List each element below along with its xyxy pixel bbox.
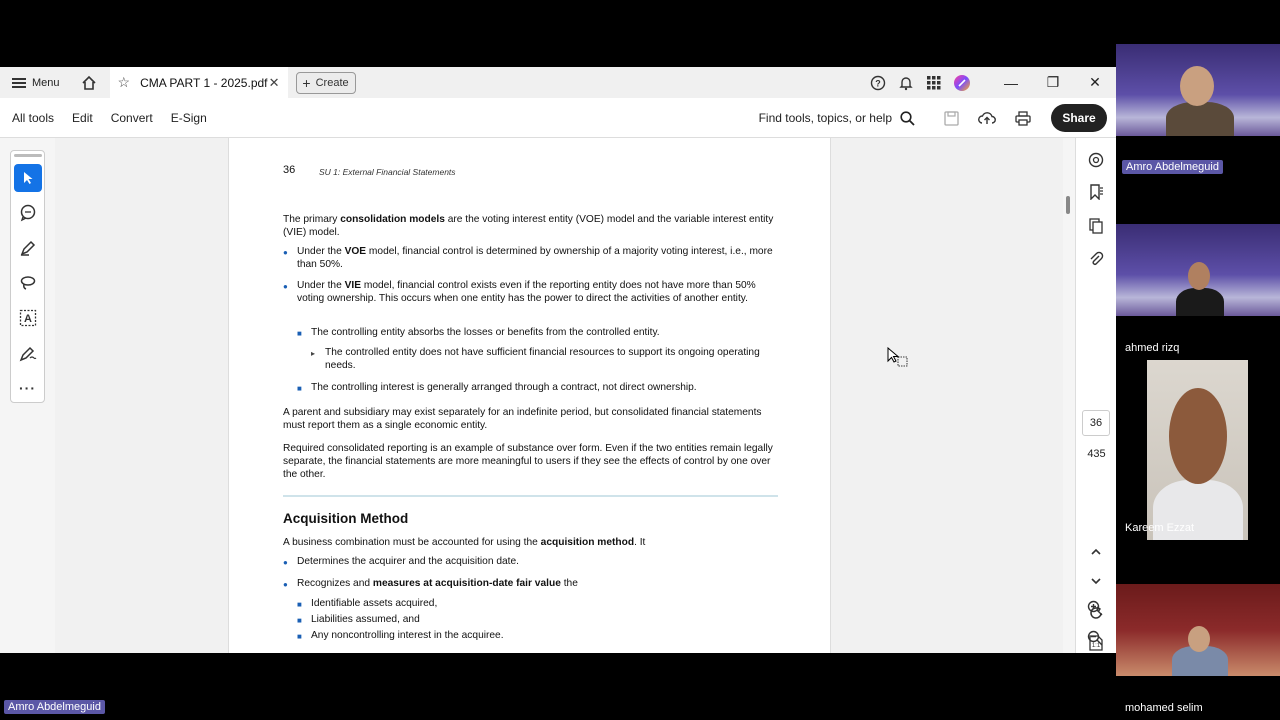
bullet-square: ■ xyxy=(297,329,302,338)
bullet-dot: ● xyxy=(283,580,288,589)
toolbar-right xyxy=(759,98,1116,138)
vertical-scrollbar[interactable] xyxy=(1063,138,1074,653)
page-number-input[interactable]: 36 xyxy=(1082,410,1110,436)
home-button[interactable] xyxy=(74,71,104,95)
acquisition-intro xyxy=(283,536,779,549)
comment-icon xyxy=(19,204,37,222)
attachment-icon[interactable] xyxy=(1084,247,1108,271)
create-button[interactable] xyxy=(296,72,356,94)
bullet-dot: ● xyxy=(283,558,288,567)
home-icon xyxy=(81,75,97,91)
participant-face xyxy=(1188,262,1210,290)
select-tool[interactable] xyxy=(14,164,42,192)
running-header: SU 1: External Financial Statements xyxy=(319,167,456,177)
intro-paragraph xyxy=(283,213,779,239)
pdf-page xyxy=(228,138,831,653)
bullet-triangle: ▸ xyxy=(311,349,316,358)
close-window-button[interactable]: ✕ xyxy=(1089,74,1101,90)
zoom-in-icon xyxy=(1087,600,1103,616)
text: . It xyxy=(634,537,646,548)
document-viewer[interactable] xyxy=(55,138,1065,653)
save-icon[interactable] xyxy=(933,102,969,134)
next-page-button[interactable] xyxy=(1084,569,1108,593)
bullet-square: ■ xyxy=(297,616,302,625)
text: the xyxy=(560,578,578,589)
restore-button[interactable]: ❐ xyxy=(1046,74,1060,90)
scrollbar-thumb[interactable] xyxy=(1066,196,1070,214)
participant-name-4: mohamed selim xyxy=(1125,702,1203,714)
bold-text: consolidation models xyxy=(340,214,445,225)
section-divider xyxy=(283,495,778,497)
pen-icon xyxy=(19,239,37,257)
participant-body xyxy=(1166,102,1234,136)
active-speaker-label: Amro Abdelmeguid xyxy=(4,700,105,714)
text-box-icon xyxy=(19,309,37,327)
sign-tool[interactable] xyxy=(14,339,42,367)
section-heading: Acquisition Method xyxy=(283,511,409,526)
bullet-dot: ● xyxy=(283,282,288,291)
participant-name-1: Amro Abdelmeguid xyxy=(1122,160,1223,174)
participant-name-2: ahmed rizq xyxy=(1125,342,1180,354)
video-tile-participant-1[interactable] xyxy=(1116,44,1280,136)
participant-face xyxy=(1188,626,1210,652)
more-icon: ··· xyxy=(19,380,36,396)
help-icon[interactable] xyxy=(864,69,892,97)
bullet-square: ■ xyxy=(297,632,302,641)
main-toolbar xyxy=(0,98,1116,138)
text: model, financial control is determined by ownership of a majority voting interest, i.e., more than 50%. xyxy=(297,246,773,270)
voe-bullet xyxy=(297,245,779,271)
acq-sub-2: Liabilities assumed, and xyxy=(311,614,420,625)
quick-tools-bar xyxy=(10,150,45,403)
vie-bullet xyxy=(297,279,781,305)
video-tile-participant-2[interactable] xyxy=(1116,224,1280,316)
plus-icon: + xyxy=(302,74,311,91)
acrobat-window xyxy=(0,67,1116,653)
drag-grip[interactable] xyxy=(14,154,42,157)
hamburger-icon xyxy=(12,78,26,88)
bold-text: acquisition method xyxy=(540,537,635,548)
titlebar xyxy=(0,67,1116,98)
zoom-out-icon xyxy=(1087,630,1103,646)
find-tools-label: Find tools, topics, or help xyxy=(758,111,892,125)
participant-body xyxy=(1176,288,1224,316)
sub-bullet-2: The controlling interest is generally arranged through a contract, not direct ownership. xyxy=(311,382,697,393)
upload-cloud-icon[interactable] xyxy=(969,102,1005,134)
tab-title: CMA PART 1 - 2025.pdf xyxy=(140,75,268,90)
participant-face xyxy=(1180,66,1214,106)
paragraph-2: Required consolidated reporting is an example of substance over form. Even if the two entities remain legally separate, the financial statements are more meaningful to users if they see the effects of control by one over the other. xyxy=(283,443,773,480)
video-tile-participant-4[interactable] xyxy=(1116,584,1280,676)
bullet-dot: ● xyxy=(283,248,288,257)
text-recognition-tool[interactable] xyxy=(14,304,42,332)
bold-text: VOE xyxy=(344,246,367,257)
search-icon xyxy=(900,111,915,126)
fill-sign-icon xyxy=(19,344,37,362)
sub-sub-bullet-1: The controlled entity does not have sufficient financial resources to support its ongoing operating needs. xyxy=(325,347,760,371)
star-icon[interactable]: ☆ xyxy=(117,74,131,90)
svg-text:A: A xyxy=(23,313,32,325)
page-number: 36 xyxy=(283,164,296,176)
pages-thumbnail-icon[interactable] xyxy=(1084,214,1108,238)
svg-text:?: ? xyxy=(875,78,881,88)
close-tab-icon[interactable]: ✕ xyxy=(268,75,280,90)
participant-name-3: Kareem Ezzat xyxy=(1125,522,1195,534)
paragraph-1: A parent and subsidiary may exist separately for an indefinite period, but consolidated financial statements must report them as a single economic entity. xyxy=(283,407,762,431)
document-tab[interactable] xyxy=(110,67,288,98)
right-side-panel xyxy=(1075,138,1116,653)
edit-tab[interactable]: Edit xyxy=(72,110,93,125)
text: are the voting interest entity (VOE) model and the variable interest entity (VIE) model. xyxy=(283,214,774,238)
titlebar-right xyxy=(864,67,1116,98)
convert-tab[interactable]: Convert xyxy=(110,110,153,125)
bell-icon[interactable] xyxy=(892,69,920,97)
create-label: Create xyxy=(315,76,349,89)
minimize-button[interactable]: — xyxy=(1004,74,1018,91)
participant-face xyxy=(1169,388,1227,484)
previous-page-button[interactable] xyxy=(1084,540,1108,564)
acq-sub-3: Any noncontrolling interest in the acquiree. xyxy=(311,630,504,641)
text: model, financial control exists even if the reporting entity does not have more than 50% voting ownership. This occurs when one entity has the power to direct the activities of another entity. xyxy=(297,280,756,304)
text: Recognizes and xyxy=(297,578,373,589)
bold-text: VIE xyxy=(344,280,361,291)
all-tools-tab[interactable]: All tools xyxy=(12,110,55,125)
bookmarks-icon[interactable] xyxy=(1084,180,1108,204)
text: The primary xyxy=(283,214,341,225)
comment-tool[interactable] xyxy=(14,199,42,227)
total-pages: 435 xyxy=(1087,448,1106,460)
acq-bullet-1: Determines the acquirer and the acquisition date. xyxy=(297,556,519,567)
text: A business combination must be accounted for using the xyxy=(283,537,541,548)
bullet-square: ■ xyxy=(297,384,302,393)
esign-tab[interactable]: E-Sign xyxy=(170,110,207,125)
sub-bullet-1: The controlling entity absorbs the losses or benefits from the controlled entity. xyxy=(311,327,660,338)
share-button[interactable]: Share xyxy=(1051,104,1107,132)
menu-button[interactable] xyxy=(12,77,60,89)
acq-bullet-2 xyxy=(297,577,779,590)
ai-assistant-icon[interactable] xyxy=(948,69,976,97)
draw-tool[interactable] xyxy=(14,269,42,297)
more-tools[interactable] xyxy=(14,374,42,402)
zoom-in-button[interactable] xyxy=(1083,596,1107,620)
cursor-arrow-icon xyxy=(22,171,34,185)
apps-grid-icon[interactable] xyxy=(920,69,948,97)
comments-panel-icon[interactable] xyxy=(1084,148,1108,172)
lasso-icon xyxy=(19,274,37,292)
bold-text: measures at acquisition-date fair value xyxy=(372,578,561,589)
zoom-out-button[interactable] xyxy=(1083,626,1107,650)
print-icon[interactable] xyxy=(1005,102,1041,134)
menu-label: Menu xyxy=(32,76,60,89)
acq-sub-1: Identifiable assets acquired, xyxy=(311,598,438,609)
video-tile-participant-3[interactable] xyxy=(1147,360,1248,540)
text: Under the xyxy=(297,246,345,257)
svg-text:1:1: 1:1 xyxy=(1091,643,1101,649)
text: Under the xyxy=(297,280,345,291)
find-tools-search[interactable] xyxy=(759,111,915,126)
mouse-cursor-icon xyxy=(887,347,909,369)
bullet-square: ■ xyxy=(297,600,302,609)
highlight-tool[interactable] xyxy=(14,234,42,262)
